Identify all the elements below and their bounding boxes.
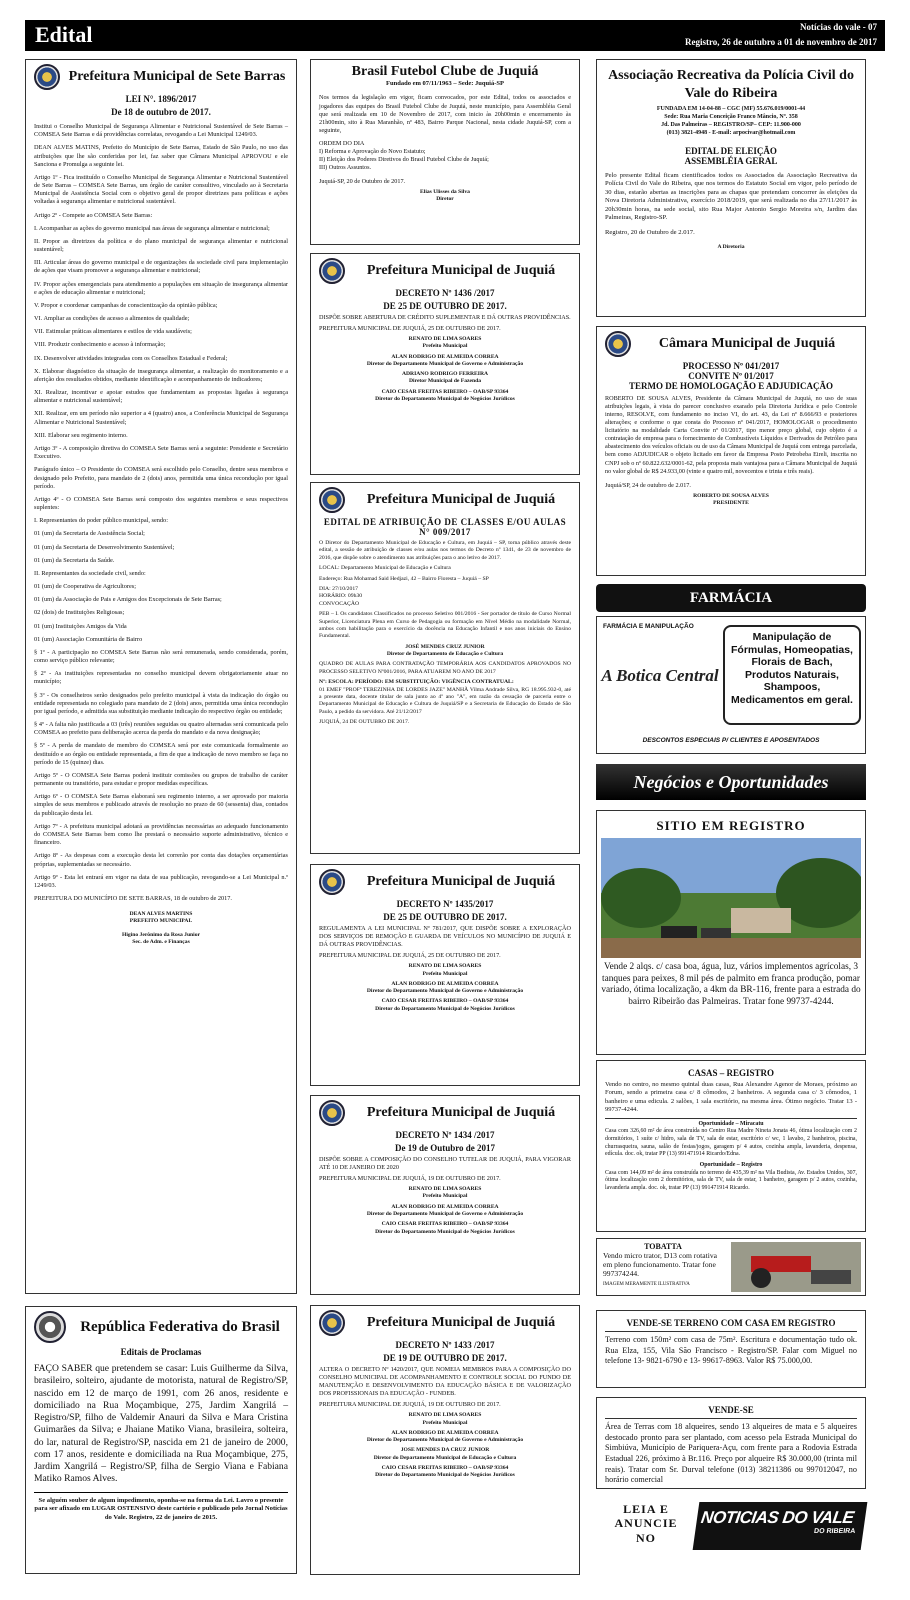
decree-date: DE 19 DE OUTUBRO DE 2017.: [383, 1353, 507, 1363]
ad-text: Terreno com 150m² com casa de 75m². Escritura e documentação tudo ok. Rua Elza, 155, Vila São Francisco - Registro/SP. Falar com Miguel no telefone 13- 9821-6790 e 13- 99617-8963. Valor R$ 75.000,00.: [605, 1335, 857, 1366]
paragraph: CONVOCAÇÃO: [319, 600, 360, 607]
law-paragraph: III. Articular áreas do governo municipal e de organizações da sociedade civil para implementação de ações que visam promover a segurança alimentar e nutricional;: [34, 259, 288, 275]
law-paragraph: Artigo 2º - Compete ao COMSEA Sete Barras:: [34, 211, 153, 219]
decree-1435-notice: [310, 864, 580, 1086]
law-paragraph: Artigo 4º - O COMSEA Sete Barras será composto dos seguintes membros e seus respectivos suplentes:: [34, 495, 288, 512]
paragraph: Endereço: Rua Mohamad Said Hedjazi, 42 – Bairro Floresta – Juquiá – SP: [319, 575, 489, 582]
law-paragraph: Artigo 6º - O COMSEA Sete Barras elaborará seu regimento interno, a ser aprovado por maioria simples de seus membros e publicado através de resolução no prazo de 60 (sessenta) dias, contados da publicação desta lei.: [34, 793, 288, 817]
law-paragraph: 01 (um) Instituições Amigos da Vida: [34, 622, 127, 630]
police-association-notice: [596, 59, 866, 317]
law-paragraph: IX. Desenvolver atividades integradas com os Conselhos Estadual e Federal;: [34, 354, 228, 362]
camara-notice: [596, 326, 866, 576]
notice-org: República Federativa do Brasil: [80, 1318, 280, 1335]
notice-org: Câmara Municipal de Juquiá: [658, 336, 836, 351]
paragraph: I) Reforma e Aprovação do Novo Estatuto;: [319, 147, 426, 155]
org-info: (013) 3821-4948 - E-mail: arpocivar@hotmail.com: [666, 129, 796, 136]
coat-of-arms-icon: [319, 258, 345, 284]
tractor-ad: [596, 1238, 866, 1296]
notice-org: Prefeitura Municipal de Juquiá: [366, 263, 556, 278]
law-paragraph: X. Elaborar diagnóstico da situação de insegurança alimentar, a realização do monitoramento e a aferição dos resultados obtidos, mediante identificação e acompanhamento de indicadores;: [34, 367, 288, 383]
paragraph: Registro, 20 de Outubro de 2.017.: [605, 228, 695, 236]
paragraph: Juquiá/SP, 24 de outubro de 2.017.: [605, 481, 691, 489]
paragraph: DISPÕE SOBRE A COMPOSIÇÃO DO CONSELHO TUTELAR DE JUQUIÁ, PARA VIGORAR ATÉ 10 DE JANEIRO DE 2020: [319, 1156, 571, 1172]
notice-subtitle: Editais de Proclamas: [120, 1347, 202, 1357]
law-paragraph: 01 (um) da Secretaria da Saúde.: [34, 556, 115, 564]
notice-org: Prefeitura Municipal de Sete Barras: [68, 69, 286, 84]
ad-subtitle: Oportunidade – Miracatu: [605, 1118, 857, 1129]
law-paragraph: Parágrafo único – O Presidente do COMSEA será escolhido pelo Conselho, dentre seus membros e designado pelo Prefeito, para mandato de 2 (dois) anos, permitida uma única recondução por igual período.: [34, 466, 288, 490]
ad-text: Vende 2 alqs. c/ casa boa, água, luz, vários implementos agrícolas, 3 tanques para peixes, 8 mil pés de palmito em franca produção, pomar variado, ótima localização, a 4km da BR-116, frente para a estrada do bairro Ribeirão das Palmeiras. Tratar fone 99737-4244.: [601, 962, 861, 1007]
paragraph: DIA: 27/10/2017: [319, 586, 359, 593]
decree-date: De 19 de Outubro de 2017: [394, 1143, 496, 1153]
law-paragraph: V. Propor e coordenar campanhas de conscientização da opinião pública;: [34, 301, 218, 309]
lot-ad: [596, 1310, 866, 1388]
signature: ALAN RODRIGO DE ALMEIDA CORREA Diretor do Departamento Municipal de Governo e Administração: [366, 353, 524, 367]
promo-text: LEIA E: [623, 1502, 669, 1516]
law-paragraph: Institui o Conselho Municipal de Segurança Alimentar e Nutricional Sustentável de Sete Barras – COMSEA Sete Barras e dá providências correlatas, revogando a Lei Municipal 1249/03.: [34, 123, 288, 139]
law-paragraph: II. Propor as diretrizes da política e do plano municipal de segurança alimentar e nutricional sustentável;: [34, 237, 288, 254]
law-paragraph: XIII. Elaborar seu regimento interno.: [34, 431, 128, 439]
notice-heading: CONVITE Nº 01/2017: [688, 371, 774, 381]
coat-of-arms-icon: [319, 487, 345, 513]
org-info: FUNDADA EM 14-04-88 – CGC (MF) 55.676.019/0001-44: [656, 106, 806, 113]
law-paragraph: Artigo 3º - A composição diretiva do COMSEA Sete Barras será a seguinte: Presidente e Secretário Executivo.: [34, 444, 288, 461]
notice-org: Associação Recreativa da Polícia Civil do Vale do Ribeira: [608, 68, 854, 102]
coat-of-arms-icon: [605, 331, 631, 357]
proclamas-text: FAÇO SABER que pretendem se casar: Luis Guilherme da Silva, brasileiro, solteiro, ajudante de motorista, natural de Registro/SP, nascido em 12 de março de 1991, com 26 anos, residente e domiciliado na Rua Moçambique, 275, Jardim Xangrilá – Registro/SP, filho de Valdemir Anauri da Silva e Mara Cristina Guimarães da Silva; e Jhaiane Matiko Viana, brasileira, solteira, do lar, natural de Registro/SP, nascida em 21 de janeiro de 2000, com 17 anos, residente e domiciliada na Rua Moçambique, 275, Jardim Xangrilá – Registro/SP, filha de Sergio Viana e Fabiana Matiko Ramos Alves.: [34, 1363, 288, 1485]
ad-footer: DESCONTOS ESPECIAIS P/ CLIENTES E APOSENTADOS: [642, 737, 820, 744]
law-paragraph: XII. Realizar, em um período não superior a 4 (quatro) anos, a Conferência Municipal de Segurança Alimentar e Nutricional Sustentável;: [34, 410, 288, 426]
paragraph: ALTERA O DECRETO Nº 1420/2017, QUE NOMEIA MEMBROS PARA A COMPOSIÇÃO DO CONSELHO MUNICIPAL DE ACOMPANHAMENTO E CONTROLE SOCIAL DO FUNDO DE MANUTENÇÃO E DESENVOLVIMENTO DA EDUCAÇÃO BÁSICA E DE VALORIZAÇÃO DOS PROFISSIONAIS DA EDUCAÇÃO - FUNDEB.: [319, 1366, 571, 1398]
law-paragraph: 01 (um) de Cooperativa de Agricultores;: [34, 583, 136, 591]
law-paragraph: 01 (um) da Secretaria de Desenvolvimento Sustentável;: [34, 543, 175, 551]
promo-text: ANUNCIE: [614, 1516, 678, 1531]
signature: ALAN RODRIGO DE ALMEIDA CORREA Diretor do Departamento Municipal de Governo e Administração: [366, 980, 524, 995]
paper-name: Notícias do vale - 07: [800, 22, 877, 32]
law-paragraph: § 1º - A participação no COMSEA Sete Barras não será remunerada, sendo considerada, porém, como serviço público relevante;: [34, 648, 288, 665]
ad-title: CASAS – REGISTRO: [687, 1068, 775, 1078]
signature: RENATO DE LIMA SOARES Prefeito Municipal: [408, 1412, 482, 1426]
ad-text: Casa com 326,60 m² de área construída no Centro Rua Madre Nineta Jonata 46, ótima localização com 2 dormitórios, 1 suíte c/ hidro, sala de TV, sala de estar, escritório c/ wc, 1 lavabo, 2 banheiros, piscina, churrasqueira, sauna, salão de festas/jogos, garagem p/ 4 autos, cozinha ampla, lavanderia, despensa, edícula. doc. ok, tratar PP (13) 991471914 Ricardo/Edna.: [605, 1128, 857, 1158]
newspaper-promo: [596, 1500, 866, 1570]
notice-subtitle: Fundado em 07/11/1963 – Sede: Juquiá-SP: [386, 80, 504, 87]
promo-text: NO: [636, 1530, 656, 1545]
law-paragraph: Artigo 9º - Esta lei entrará em vigor na data de sua publicação, revogando-se a Lei Municipal n.º 1249/03.: [34, 873, 288, 889]
law-paragraph: II. Representantes da sociedade civil, sendo:: [34, 569, 146, 577]
ad-tagline: FARMÁCIA E MANIPULAÇÃO: [603, 623, 694, 630]
signature: ALAN RODRIGO DE ALMEIDA CORREA Diretor do Departamento Municipal de Governo e Administração: [366, 1429, 524, 1444]
law-paragraph: 01 (um) da Secretaria de Assistência Social;: [34, 530, 145, 538]
law-paragraph: 01 (um) Associação Comunitária de Bairro: [34, 635, 143, 643]
law-body: [34, 123, 288, 903]
paragraph: HORÁRIO: 09h30: [319, 593, 363, 600]
decree-number: DECRETO Nº 1435/2017: [396, 899, 494, 909]
paragraph: REGULAMENTA A LEI MUNICIPAL Nº 781/2017, QUE DISPÕE SOBRE A EXPLORAÇÃO DOS SERVIÇOS DE REMOÇÃO E GUARDA DE VEÍCULOS NO MUNICÍPIO DE JUQUIÁ E DÁ OUTRAS PROVIDÊNCIAS.: [319, 925, 571, 949]
law-paragraph: § 5º - A perda de mandato de membro do COMSEA será por este comunicada formalmente ao destituído e ao órgão ou entidade representada, a fim de que a indicação de novo membro se faça no período de 15 (quinze) dias.: [34, 742, 288, 766]
ad-service-list: Manipulação de Fórmulas, Homeopatias, Florais de Bach, Produtos Naturais, Shampoos, Medicamentos em geral.: [723, 625, 861, 725]
signature: CAIO CESAR FREITAS RIBEIRO – OAB/SP 93364 Diretor do Departamento Municipal de Negócios Jurídicos: [375, 1221, 515, 1235]
signature: Elias Ulisses da Silva Diretor: [420, 189, 470, 203]
paragraph: ROBERTO DE SOUSA ALVES, Presidente da Câmara Municipal de Juquiá, no uso de suas atribuições legais, à vista do parecer conclusivo exarado pela Diretoria Jurídica e pelo Controle interno, RESOLVE, com fundamento no inciso VI, do art. 43, da Lei nº 8.666/93 e posteriores alterações; e conforme o que consta do Processo nº 041/2017, HOMOLOGAR o procedimento licitatório na modalidade Carta Convite nº 01/2017, tipo menor preço global, cujo objeto é a contratação de empresa para o fornecimento de Combustíveis Líquidos e Derivados de Petróleo para abastecimento dos veículos oficiais ou de uso da Câmara Municipal de Juquiá com entrega parcelada, bem como ADJUDICAR o objeto licitado em favor da Empresa Posto Petrobeba Eireli, inscrita no CNPJ sob o nº 60.822.632/0001-62, pela proposta mais vantajosa para a Câmara Municipal de Juquiá no valor global de R$ 24.933,00 (vinte e quatro mil, novecentos e trinta e três reais).: [605, 395, 857, 475]
decree-1433-notice: [310, 1305, 580, 1575]
brand-logo: A Botica Central: [601, 666, 719, 685]
signature: ROBERTO DE SOUSA ALVES PRESIDENTE: [693, 492, 769, 506]
signature: JOSE MENDES DA CRUZ JUNIOR Diretor do Departamento Municipal de Educação e Cultura: [373, 1447, 517, 1461]
houses-ad: [596, 1060, 866, 1232]
pharmacy-bar: FARMÁCIA: [596, 584, 866, 612]
proclamas-notice: [25, 1306, 297, 1574]
law-paragraph: IV. Propor ações emergenciais para atendimento a populações em situação de insegurança alimentar e ações de educação alimentar e nutricional;: [34, 280, 288, 296]
paragraph: PREFEITURA MUNICIPAL DE JUQUIÁ, 25 DE OUTUBRO DE 2017.: [319, 952, 501, 960]
farm-photo: [601, 838, 861, 958]
class-assignment-notice: [310, 482, 580, 854]
signature: DEAN ALVES MARTINS PREFEITO MUNICIPAL: [129, 911, 193, 925]
law-paragraph: Artigo 7º - A prefeitura municipal adotará as providências necessárias ao adequado funcionamento do COMSEA Sete Barras bem como lhe prestará o necessário suporte administrativo, técnico e financeiro.: [34, 822, 288, 847]
org-info: Jd. Das Palmeiras – REGISTRO/SP– CEP: 11.900-000: [661, 121, 801, 128]
ad-text: Área de Terras com 18 alqueires, sendo 13 alqueires de mata e 5 alqueires destocado pronto para ser plantado, com acesso pela Estrada Municipal do Simbiúva, Município de Pariquera-Açu, com frente para a Rodovia Estrada Estadual 226, próximo à Br.116. Preço por alqueire R$ 30.000,00 (trinta mil reais). Tratar com Sr. Durval telefone (013) 38211386 ou 997012047, no horário comercial: [605, 1422, 857, 1485]
paragraph: QUADRO DE AULAS PARA CONTRATAÇÃO TEMPORÁRIA AOS CANDIDATOS APROVADOS NO PROCESSO SELETIVO Nº001/2016, PARA ATUAREM NO ANO DE 2017: [319, 661, 571, 675]
farm-ad: [596, 810, 866, 1055]
decree-1436-notice: [310, 253, 580, 475]
signature: RENATO DE LIMA SOARES Prefeito Municipal: [408, 1186, 482, 1200]
decree-date: DE 25 DE OUTUBRO DE 2017.: [383, 301, 507, 311]
paragraph: Juquiá-SP, 20 de Outubro de 2017.: [319, 178, 406, 185]
signature: RENATO DE LIMA SOARES Prefeito Municipal: [408, 336, 482, 350]
decree-number: DECRETO Nº 1436 /2017: [395, 288, 495, 298]
classifieds-bar: Negócios e Oportunidades: [596, 764, 866, 800]
law-paragraph: § 4º - A falta não justificada a 03 (três) reuniões seguidas ou quatro alternadas será comunicada pelo COMSEA ao prefeito para deliberação acerca da perda do mandato e da nova designação;: [34, 721, 288, 737]
decree-number: DECRETO Nº 1434 /2017: [395, 1130, 495, 1140]
paragraph: II) Eleição dos Poderes Diretivos do Brasil Futebol Clube de Juquiá;: [319, 155, 489, 163]
paragraph: ORDEM DO DIA: [319, 139, 365, 147]
signature: CAIO CESAR FREITAS RIBEIRO – OAB/SP 93364 Diretor do Departamento Municipal de Negócios Jurídicos: [375, 388, 515, 402]
paragraph: 01 EMEF "PROFª TEREZINHA DE LORDES JAZE" MANHÃ Vilma Andrade Silva, RG 18.995.932-0, até a presente data, docente titular de sala junto ao 4º ano "A", em razão da cessação de parceria entre o Departamento Municipal de Educação e Cultura de Juquiá/SP e a Secretaria de Educação do Estado de São Paulo, a pedido da servidora. Até 21/12/2017: [319, 686, 571, 715]
ad-text: Casa com 144,09 m² de área construída no terreno de 435,39 m² na Vila Budista, Av. Estados Unidos, 307, ótima localização com 2 dormitórios, sala de TV, sala de estar, 1 banheiro, garagem p/ 2 autos, cozinha, lavanderia ampla. doc. ok, tratar PP (13) 991471914 Ricardo.: [605, 1169, 857, 1192]
ad-text: Vendo micro trator, D13 com rotativa em pleno funcionamento. Tratar fone 997374244.: [603, 1251, 717, 1278]
signature: ADRIANO RODRIGO FERREIRA Diretor Municipal de Fazenda: [401, 371, 489, 385]
paragraph: III) Outros Assuntos.: [319, 163, 372, 171]
law-paragraph: Artigo 5º - O COMSEA Sete Barras poderá instituir comissões ou grupos de trabalho de caráter permanente ou transitório, para estudar e propor medidas específicas.: [34, 771, 288, 788]
paragraph: PEB – I. Os candidatos Classificados no processo Seletivo 001/2016 - Ser portador de título de Curso Normal Superior, Licenciatura Plena em Curso de Pedagogia ou formação em Nível Médio na modalidade Normal, ambos com habilitação para o exercício da docência na Educação Infantil e nos anos iniciais do Ensino Fundamental.: [319, 611, 571, 640]
ad-title: VENDE-SE: [605, 1405, 857, 1419]
signature: Higino Jerônimo da Rosa Junior Sec. de Adm. e Finanças: [121, 931, 200, 945]
law-paragraph: VII. Estimular práticas alimentares e estilos de vida saudáveis;: [34, 328, 192, 336]
issue-dates: Registro, 26 de outubro a 01 de novembro de 2017: [684, 37, 877, 47]
notice-org: Prefeitura Municipal de Juquiá: [366, 874, 556, 889]
law-paragraph: 01 (um) da Associação de Pais e Amigos dos Excepcionais de Sete Barras;: [34, 596, 222, 604]
notice-org: Prefeitura Municipal de Juquiá: [366, 1315, 556, 1330]
law-paragraph: § 3º - Os conselheiros serão designados pelo prefeito municipal à vista da indicação do órgão ou entidade representada no colegiado para mandato de 2 (dois) anos, permitida uma única recondução por igual período, e admitida sua substituição mediante indicação do respectivo órgão ou entidade;: [34, 691, 288, 715]
law-paragraph: § 2º - As instituições representadas no conselho municipal devem obrigatoriamente atuar no município;: [34, 670, 288, 686]
republic-seal-icon: [34, 1311, 66, 1343]
notice-heading: PROCESSO Nº 041/2017: [682, 361, 780, 371]
sete-barras-notice: [25, 59, 297, 1294]
org-info: Sede: Rua Maria Conceição Franco Mâncio, Nº. 358: [664, 114, 798, 121]
law-paragraph: 02 (dois) de Instituições Religiosas;: [34, 609, 125, 617]
paragraph: PREFEITURA MUNICIPAL DE JUQUIÁ, 25 DE OUTUBRO DE 2017.: [319, 325, 501, 333]
brasil-fc-notice: [310, 59, 580, 245]
paragraph: LOCAL: Departamento Municipal de Educação e Cultura: [319, 565, 451, 572]
paragraph: Nº: ESCOLA: PERÍODO: EM SUBSTITUIÇÃO: VIGÊNCIA CONTRATUAL:: [319, 679, 514, 686]
law-paragraph: Artigo 8º - As despesas com a execução desta lei correrão por conta das dotações orçamentárias próprias, suplementadas se necessário.: [34, 852, 288, 868]
signature: A Diretoria: [717, 243, 745, 250]
law-paragraph: XI. Realizar, incentivar e apoiar estudos que fundamentam as propostas ligadas à segurança alimentar e nutricional sustentável;: [34, 389, 288, 405]
coat-of-arms-icon: [319, 869, 345, 895]
paragraph: PREFEITURA MUNICIPAL DE JUQUIÁ, 19 DE OUTUBRO DE 2017.: [319, 1401, 501, 1409]
image-caption: IMAGEM MERAMENTE ILUSTRATIVA: [603, 1281, 690, 1287]
coat-of-arms-icon: [34, 64, 60, 90]
notice-heading: ASSEMBLÉIA GERAL: [684, 155, 778, 166]
paragraph: JUQUIÁ, 24 DE OUTUBRO DE 2017.: [319, 719, 410, 726]
coat-of-arms-icon: [319, 1100, 345, 1126]
law-paragraph: VIII. Produzir conhecimento e acesso à informação;: [34, 341, 166, 349]
tractor-photo: [731, 1242, 861, 1292]
paragraph: DISPÕE SOBRE ABERTURA DE CRÉDITO SUPLEMENTAR E DÁ OUTRAS PROVIDÊNCIAS.: [319, 314, 571, 321]
ad-subtitle: Oportunidade – Registro: [699, 1162, 763, 1169]
paragraph: Nos termos da legislação em vigor, ficam convocados, por este Edital, todos os associados e jogadores das equipes do Brasil Futebol Clube de Juquiá, neste município, para Assembléia Geral que será realizada em 10 de Novembro de 2017, com inicio às 20h00min e encerramento às 21h00min, sito à Rua Maranhão, nº 483, Bairro Parque Nacional, nesta cidade Juquiá-SP, com a seguinte,: [319, 94, 571, 134]
coat-of-arms-icon: [319, 1310, 345, 1336]
ad-text: Vendo no centro, no mesmo quintal duas casas, Rua Alexandre Agenor de Moraes, próximo ao Forum, sendo a primeira casa c/ 8 cômodos, 2 banheiros. A segunda casa c/ 3 cômodos, 1 banheiro e uma edicula. 2 salões, 1 sala escritório, na mesma área. Ótimo negócio. Tratar 13 - 99737-4244.: [605, 1081, 857, 1114]
page-header: [25, 20, 885, 51]
decree-1434-notice: [310, 1095, 580, 1295]
decree-date: DE 25 DE OUTUBRO DE 2017.: [383, 912, 507, 922]
signature: ALAN RODRIGO DE ALMEIDA CORREA Diretor do Departamento Municipal de Governo e Administração: [366, 1203, 524, 1217]
law-paragraph: I. Representantes do poder público municipal, sendo:: [34, 517, 168, 525]
signature: CAIO CESAR FREITAS RIBEIRO – OAB/SP 93364 Diretor do Departamento Municipal de Negócios Jurídicos: [375, 1464, 515, 1479]
law-paragraph: I. Acompanhar as ações do governo municipal nas áreas de segurança alimentar e nutricional;: [34, 224, 270, 232]
pharmacy-ad: [596, 616, 866, 754]
decree-number: DECRETO Nº 1433 /2017: [395, 1340, 495, 1350]
law-number: LEI N°. 1896/2017: [125, 94, 197, 104]
proclamas-footer: Se alguém souber de algum impedimento, oponha-se na forma da Lei. Lavro o presente para ser afixado em LUGAR OSTENSIVO deste cartório e publicado pelo Jornal Notícias do Vale. Registro, 22 de janeiro de 2015.: [34, 1492, 288, 1523]
signature: RENATO DE LIMA SOARES Prefeito Municipal: [408, 963, 482, 977]
section-title: Edital: [35, 22, 93, 47]
paragraph: Pelo presente Edital ficam cientificados todos os Associados da Associação Recreativa da Polícia Civil do Vale do Ribeira, que nos termos do Estatuto Social em vigor, pelo período de 30 dias, estarão abertas as inscrições para as chapas que pretendam concorrer às eleições da Nova Diretoria Administrativa, exercício 2018/2019, que será realizada no dia 27/11/2017 às 20h30min horas, na sede social, sito Rua Major Antonio Sergio Moreira s/n, Jardim das Palmeiras, Registro-SP.: [605, 171, 857, 222]
notice-heading: EDITAL DE ATRIBUIÇÃO DE CLASSES E/OU AULAS N° 009/2017: [323, 517, 567, 537]
law-date: De 18 de outubro de 2017.: [111, 107, 211, 117]
notice-org: Brasil Futebol Clube de Juquiá: [351, 64, 539, 79]
law-paragraph: Artigo 1º - Fica instituído o Conselho Municipal de Segurança Alimentar e Nutricional Sustentável de Sete Barras – COMSEA Sete Barras, um órgão de caráter consultivo, vinculado ao à Secretaria Municipal de Assistência Social com o objetivo geral de propor diretrizes para políticas e ações voltadas à segurança alimentar e nutricional sustentável.: [34, 173, 288, 206]
land-ad: [596, 1397, 866, 1489]
law-paragraph: VI. Ampliar as condições de acesso a alimentos de qualidade;: [34, 315, 190, 323]
law-paragraph: DEAN ALVES MATINS, Prefeito do Município de Sete Barras, Estado de São Paulo, no uso das atribuições que lhe são conferidas por lei, faz saber que Câmara Municipal APROVOU e ele Sanciona e Promulga a seguinte lei.: [34, 144, 288, 168]
ad-title: VENDE-SE TERRENO COM CASA EM REGISTRO: [605, 1318, 857, 1332]
newspaper-logo: NOTICIAS DO VALE DO RIBEIRA: [693, 1502, 868, 1550]
signature: JOSÉ MENDES CRUZ JUNIOR Diretor de Departamento de Educação e Cultura: [386, 643, 504, 658]
law-paragraph: PREFEITURA DO MUNICÍPIO DE SETE BARRAS, 18 de outubro de 2017.: [34, 895, 233, 903]
notice-org: Prefeitura Municipal de Juquiá: [366, 492, 556, 507]
ad-title: TOBATTA: [644, 1242, 682, 1251]
notice-heading: TERMO DE HOMOLOGAÇÃO E ADJUDICAÇÃO: [628, 381, 833, 391]
paragraph: O Diretor do Departamento Municipal de Educação e Cultura, em Juquiá – SP, torna público através deste edital, a sessão de atribuição de classes e/ou aulas nos termos do Decreto nº 1341, de 23 de novembro de 2016, que dispõe sobre o atendimento nas atribuições para o ano letivo de 2017.: [319, 540, 571, 561]
notice-org: Prefeitura Municipal de Juquiá: [366, 1105, 556, 1120]
signature: CAIO CESAR FREITAS RIBEIRO – OAB/SP 93364 Diretor do Departamento Municipal de Negócios Jurídicos: [375, 998, 515, 1012]
ad-title: SITIO EM REGISTRO: [656, 818, 806, 833]
paragraph: PREFEITURA MUNICIPAL DE JUQUIÁ, 19 DE OUTUBRO DE 2017.: [319, 1175, 501, 1183]
notice-heading: EDITAL DE ELEIÇÃO: [685, 145, 777, 156]
